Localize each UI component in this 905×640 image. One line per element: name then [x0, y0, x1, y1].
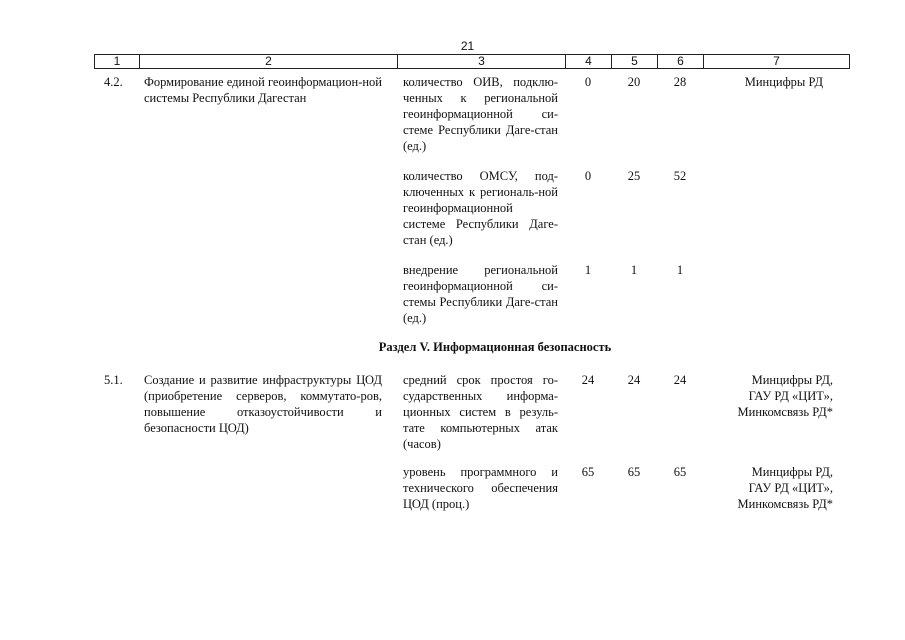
- value-col5: 20: [627, 75, 641, 89]
- page-number: 21: [460, 39, 475, 53]
- column-header-4: 4: [566, 55, 612, 69]
- indicator-text: количество ОМСУ, под-ключенных к региональ-ной геоинформационной системе Республики Даге-стан (ед.): [403, 169, 558, 247]
- value-col6: 52: [673, 169, 687, 183]
- activity-text: Создание и развитие инфраструктуры ЦОД (приобретение серверов, коммутато-ров, повышение отказоустойчивости и безопасности ЦОД): [144, 373, 382, 435]
- indicator-text: внедрение региональной геоинформационной си-стемы Республики Даге-стан (ед.): [403, 263, 558, 325]
- row-number: 4.2.: [104, 75, 123, 89]
- value-col4: 24: [581, 373, 595, 387]
- indicator-text: уровень программного и технического обеспечения ЦОД (проц.): [403, 465, 558, 511]
- indicator-text: средний срок простоя го-сударственных информа-ционных систем в резуль-тате компьютерных атак (часов): [403, 373, 558, 451]
- executor-text: Минцифры РД: [744, 75, 823, 89]
- executor-text: Минцифры РД, ГАУ РД «ЦИТ», Минкомсвязь РД*: [737, 373, 833, 419]
- value-col6: 1: [676, 263, 684, 277]
- value-col4: 0: [584, 75, 592, 89]
- section-title: Раздел V. Информационная безопасность: [378, 340, 612, 354]
- value-col5: 25: [627, 169, 641, 183]
- value-col6: 28: [673, 75, 687, 89]
- activity-text: Формирование единой геоинформацион-ной системы Республики Дагестан: [144, 75, 382, 105]
- column-header-row: [94, 54, 850, 69]
- column-header-7: 7: [704, 55, 850, 69]
- value-col6: 24: [673, 373, 687, 387]
- row-number: 5.1.: [104, 373, 123, 387]
- value-col5: 1: [630, 263, 638, 277]
- value-col4: 65: [581, 465, 595, 479]
- executor-text: Минцифры РД, ГАУ РД «ЦИТ», Минкомсвязь РД*: [737, 465, 833, 511]
- value-col5: 65: [627, 465, 641, 479]
- value-col6: 65: [673, 465, 687, 479]
- column-header-2: 2: [140, 55, 398, 69]
- indicator-text: количество ОИВ, подклю-ченных к региональной геоинформационной си-стеме Республики Даге-стан (ед.): [403, 75, 558, 153]
- value-col5: 24: [627, 373, 641, 387]
- column-header-1: 1: [95, 55, 140, 69]
- column-header-3: 3: [398, 55, 566, 69]
- value-col4: 1: [584, 263, 592, 277]
- value-col4: 0: [584, 169, 592, 183]
- column-header-6: 6: [658, 55, 704, 69]
- column-header-5: 5: [612, 55, 658, 69]
